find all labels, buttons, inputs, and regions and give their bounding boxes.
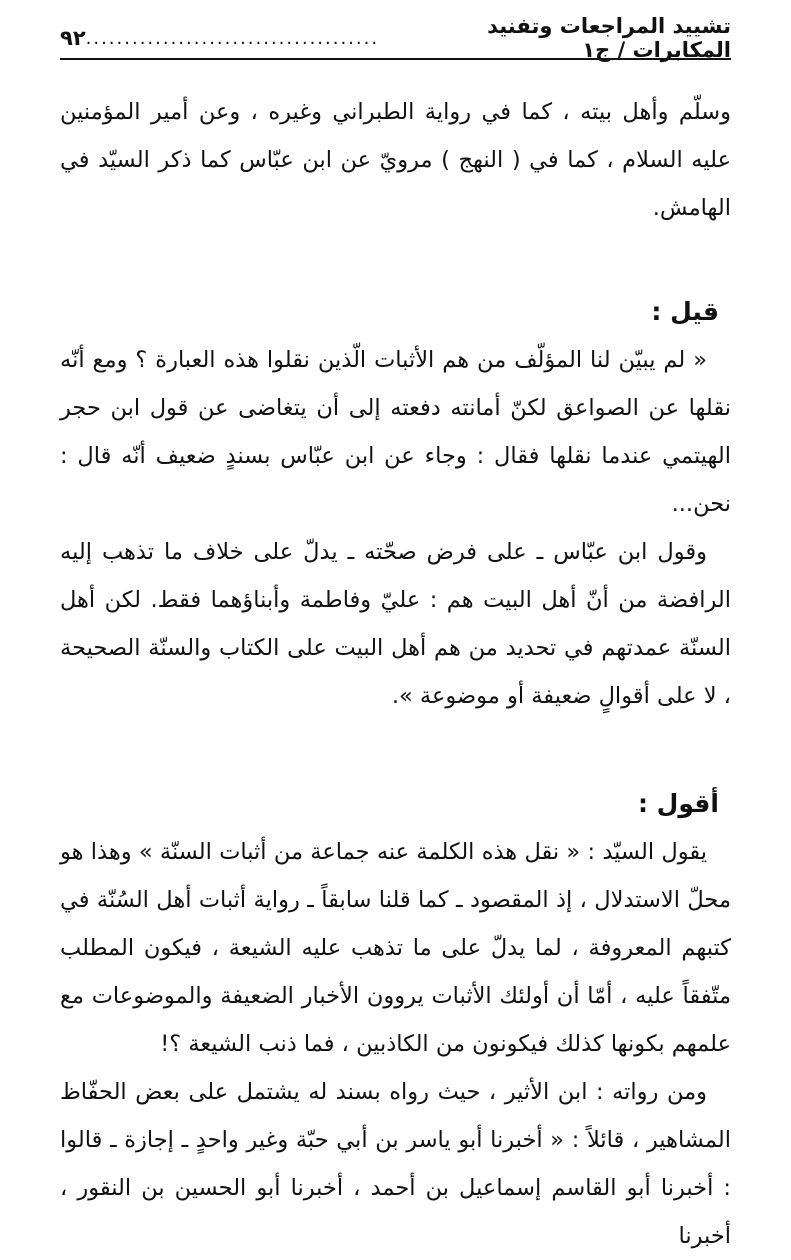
response-paragraph: يقول السيّد : « نقل هذه الكلمة عنه جماعة من أثبات السنّة » وهذا هو محلّ الاستدلال ، إذ المقصود ـ كما قلنا سابقاً ـ رواية أثبات أهل السُنّة في كتبهم المعروفة ، لما يدلّ على ما تذهب عليه الشيعة ، فيكون المطلب متّفقاً عليه ، أمّا أن أولئك الأثبات يروون الأخبار الضعيفة والموضوعات مع علمهم بكونها كذلك فيكونون من الكاذبين ، فما ذنب الشيعة ؟! xyxy=(60,839,731,1057)
narrators-paragraph: ومن رواته : ابن الأثير ، حيث رواه بسند له يشتمل على بعض الحفّاظ المشاهير ، قائلاً : « أخبرنا أبو ياسر بن أبي حبّة وغير واحدٍ ـ إجازة ـ قالوا : أخبرنا أبو القاسم إسماعيل بن أحمد ، أخبرنا أبو الحسين بن النقور ، أخبرنا xyxy=(60,1079,731,1249)
book-title: تشييد المراجعات وتفنيد المكابرات / ج١ xyxy=(487,14,731,62)
objection-continued: وقول ابن عبّاس ـ على فرض صحّته ـ يدلّ على خلاف ما تذهب إليه الرافضة من أنّ أهل البيت هم : عليّ وفاطمة وأبناؤهما فقط. لكن أهل السنّة عمدتهم في تحديد من هم أهل البيت على الكتاب والسنّة الصحيحة ، لا على أقوالٍ ضعيفة أو موضوعة ». xyxy=(60,539,731,709)
quoted-objection: « لم يبيّن لنا المؤلّف من هم الأثبات الّذين نقلوا هذه العبارة ؟ ومع أنّه نقلها عن الصواعق لكنّ أمانته دفعته إلى أن يتغاضى عن قول ابن حجر الهيتمي عندما نقلها فقال : وجاء عن ابن عبّاس بسندٍ ضعيف أنّه قال : نحن... xyxy=(60,347,731,517)
heading-qila: قيل : xyxy=(651,297,719,326)
page-body xyxy=(60,88,731,1260)
heading-aqulu: أقول : xyxy=(637,789,719,818)
paragraph-continuation: وسلّم وأهل بيته ، كما في رواية الطبراني وغيره ، وعن أمير المؤمنين عليه السلام ، كما في ( النهج ) مرويّ عن ابن عبّاس كما ذكر السيّد في الهامش. xyxy=(60,99,731,221)
header-title-group xyxy=(86,14,731,62)
page-number: ٩٢ xyxy=(60,26,86,50)
header-leader-dots: ...................................... xyxy=(85,27,380,49)
page-header xyxy=(60,14,731,62)
